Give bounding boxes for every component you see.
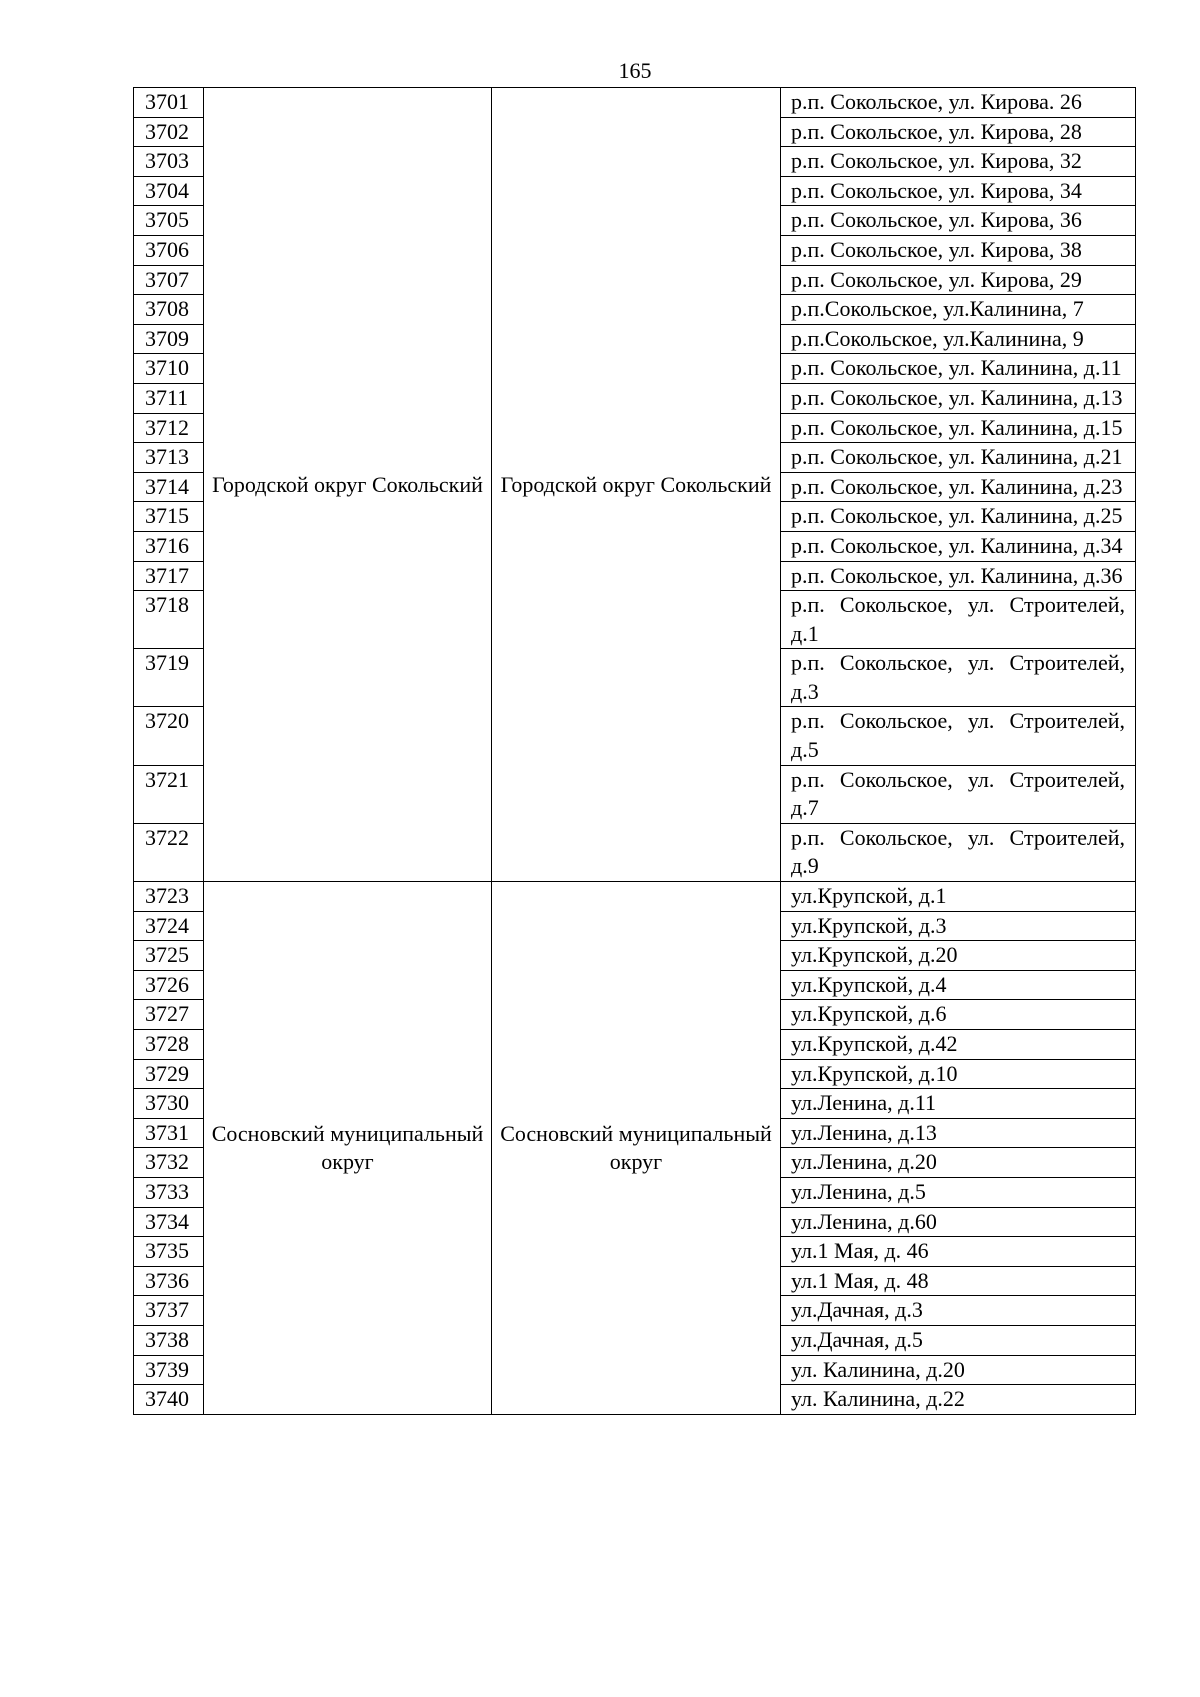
address-cell: ул.Крупской, д.20 [781, 941, 1136, 971]
address-cell: ул.Крупской, д.1 [781, 882, 1136, 912]
address-cell: р.п. Сокольское, ул. Калинина, д.34 [781, 531, 1136, 561]
station-number-cell: 3716 [134, 531, 204, 561]
address-cell: р.п. Сокольское, ул. Строителей, д.9 [781, 823, 1136, 881]
station-number-cell: 3728 [134, 1030, 204, 1060]
station-number-cell: 3705 [134, 206, 204, 236]
address-cell: ул.Крупской, д.10 [781, 1059, 1136, 1089]
address-cell: р.п. Сокольское, ул. Калинина, д.15 [781, 413, 1136, 443]
station-number-cell: 3710 [134, 354, 204, 384]
address-cell: ул.Крупской, д.42 [781, 1030, 1136, 1060]
station-number-cell: 3709 [134, 324, 204, 354]
address-cell: ул.Ленина, д.13 [781, 1118, 1136, 1148]
address-cell: р.п. Сокольское, ул. Калинина, д.23 [781, 472, 1136, 502]
address-cell: р.п. Сокольское, ул. Кирова, 38 [781, 235, 1136, 265]
address-cell: ул. Калинина, д.20 [781, 1355, 1136, 1385]
station-number-cell: 3704 [134, 176, 204, 206]
address-cell: р.п. Сокольское, ул. Кирова, 32 [781, 147, 1136, 177]
station-number-cell: 3724 [134, 911, 204, 941]
station-number-cell: 3707 [134, 265, 204, 295]
station-number-cell: 3725 [134, 941, 204, 971]
address-cell: р.п. Сокольское, ул. Калинина, д.21 [781, 443, 1136, 473]
address-cell: р.п.Сокольское, ул.Калинина, 9 [781, 324, 1136, 354]
address-cell: ул.Крупской, д.3 [781, 911, 1136, 941]
station-number-cell: 3702 [134, 117, 204, 147]
address-cell: ул.Крупской, д.4 [781, 970, 1136, 1000]
address-cell: р.п. Сокольское, ул. Строителей, д.1 [781, 591, 1136, 649]
station-number-cell: 3731 [134, 1118, 204, 1148]
station-number-cell: 3722 [134, 823, 204, 881]
address-cell: ул.Ленина, д.5 [781, 1177, 1136, 1207]
page-number: 165 [618, 58, 652, 83]
address-cell: ул. Калинина, д.22 [781, 1385, 1136, 1415]
station-number-cell: 3737 [134, 1296, 204, 1326]
address-cell: ул.Ленина, д.60 [781, 1207, 1136, 1237]
station-number-cell: 3719 [134, 649, 204, 707]
table-body [134, 88, 1136, 1415]
table-row [134, 88, 1136, 118]
station-number-cell: 3711 [134, 383, 204, 413]
station-number-cell: 3733 [134, 1177, 204, 1207]
station-number-cell: 3713 [134, 443, 204, 473]
address-cell: р.п. Сокольское, ул. Кирова, 28 [781, 117, 1136, 147]
address-cell: ул.1 Мая, д. 46 [781, 1237, 1136, 1267]
address-cell: ул.Ленина, д.20 [781, 1148, 1136, 1178]
address-cell: р.п. Сокольское, ул. Кирова, 36 [781, 206, 1136, 236]
station-number-cell: 3723 [134, 882, 204, 912]
station-number-cell: 3703 [134, 147, 204, 177]
station-number-cell: 3730 [134, 1089, 204, 1119]
address-cell: р.п. Сокольское, ул. Калинина, д.25 [781, 502, 1136, 532]
address-cell: р.п. Сокольское, ул. Строителей, д.7 [781, 765, 1136, 823]
address-cell: р.п. Сокольское, ул. Строителей, д.3 [781, 649, 1136, 707]
station-number-cell: 3718 [134, 591, 204, 649]
station-number-cell: 3717 [134, 561, 204, 591]
territory-cell: Сосновский муниципальный округ [492, 882, 781, 1415]
address-cell: ул.Крупской, д.6 [781, 1000, 1136, 1030]
station-number-cell: 3706 [134, 235, 204, 265]
address-cell: ул.Дачная, д.5 [781, 1325, 1136, 1355]
station-number-cell: 3739 [134, 1355, 204, 1385]
station-number-cell: 3715 [134, 502, 204, 532]
station-number-cell: 3732 [134, 1148, 204, 1178]
station-number-cell: 3726 [134, 970, 204, 1000]
address-cell: р.п. Сокольское, ул. Кирова, 29 [781, 265, 1136, 295]
address-cell: р.п. Сокольское, ул. Калинина, д.11 [781, 354, 1136, 384]
polling-stations-table [133, 87, 1136, 1415]
municipality-cell: Городской округ Сокольский [204, 88, 492, 882]
station-number-cell: 3708 [134, 295, 204, 325]
station-number-cell: 3712 [134, 413, 204, 443]
station-number-cell: 3734 [134, 1207, 204, 1237]
station-number-cell: 3736 [134, 1266, 204, 1296]
address-cell: р.п. Сокольское, ул. Кирова. 26 [781, 88, 1136, 118]
address-cell: р.п. Сокольское, ул. Кирова, 34 [781, 176, 1136, 206]
address-cell: р.п. Сокольское, ул. Калинина, д.13 [781, 383, 1136, 413]
station-number-cell: 3729 [134, 1059, 204, 1089]
address-cell: ул.1 Мая, д. 48 [781, 1266, 1136, 1296]
station-number-cell: 3701 [134, 88, 204, 118]
station-number-cell: 3738 [134, 1325, 204, 1355]
table-row [134, 882, 1136, 912]
station-number-cell: 3721 [134, 765, 204, 823]
address-cell: ул.Ленина, д.11 [781, 1089, 1136, 1119]
territory-cell: Городской округ Сокольский [492, 88, 781, 882]
address-cell: ул.Дачная, д.3 [781, 1296, 1136, 1326]
address-cell: р.п.Сокольское, ул.Калинина, 7 [781, 295, 1136, 325]
address-cell: р.п. Сокольское, ул. Калинина, д.36 [781, 561, 1136, 591]
municipality-cell: Сосновский муниципальный округ [204, 882, 492, 1415]
station-number-cell: 3735 [134, 1237, 204, 1267]
station-number-cell: 3714 [134, 472, 204, 502]
station-number-cell: 3740 [134, 1385, 204, 1415]
address-cell: р.п. Сокольское, ул. Строителей, д.5 [781, 707, 1136, 765]
station-number-cell: 3727 [134, 1000, 204, 1030]
station-number-cell: 3720 [134, 707, 204, 765]
